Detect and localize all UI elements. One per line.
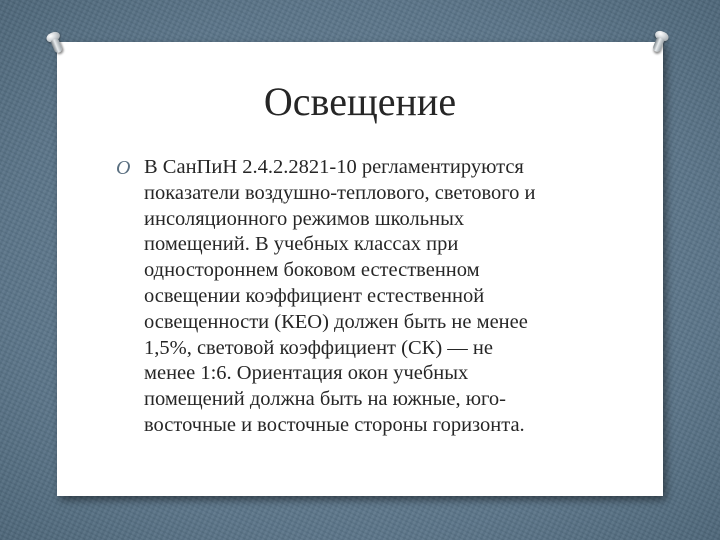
- slide-title: Освещение: [263, 79, 457, 124]
- bullet-marker-icon: O: [116, 157, 131, 179]
- bullet-text: [144, 155, 644, 439]
- pushpin-stem: [652, 37, 665, 53]
- bullet-line: одностороннем боковом естественном: [144, 259, 480, 282]
- bullet-line: показатели воздушно-теплового, светового и: [144, 181, 536, 204]
- bullet-line: помещений должна быть на южные, юго-: [144, 388, 507, 411]
- bullet-line: менее 1:6. Ориентация окон учебных: [144, 362, 469, 385]
- bullet-line: 1,5%, световой коэффициент (СК) — не: [144, 336, 493, 359]
- bullet-line: инсоляционного режимов школьных: [144, 207, 465, 230]
- bullet-line: освещенности (КЕО) должен быть не менее: [144, 310, 528, 333]
- pushpin-icon: [647, 29, 671, 57]
- bullet-line: помещений. В учебных классах при: [144, 233, 459, 256]
- bullet-line: освещении коэффициент естественной: [144, 284, 485, 307]
- bullet-line: В СанПиН 2.4.2.2821-10 регламентируются: [144, 156, 524, 178]
- bullet-line: восточные и восточные стороны горизонта.: [144, 413, 525, 436]
- pushpin-stem: [50, 38, 63, 54]
